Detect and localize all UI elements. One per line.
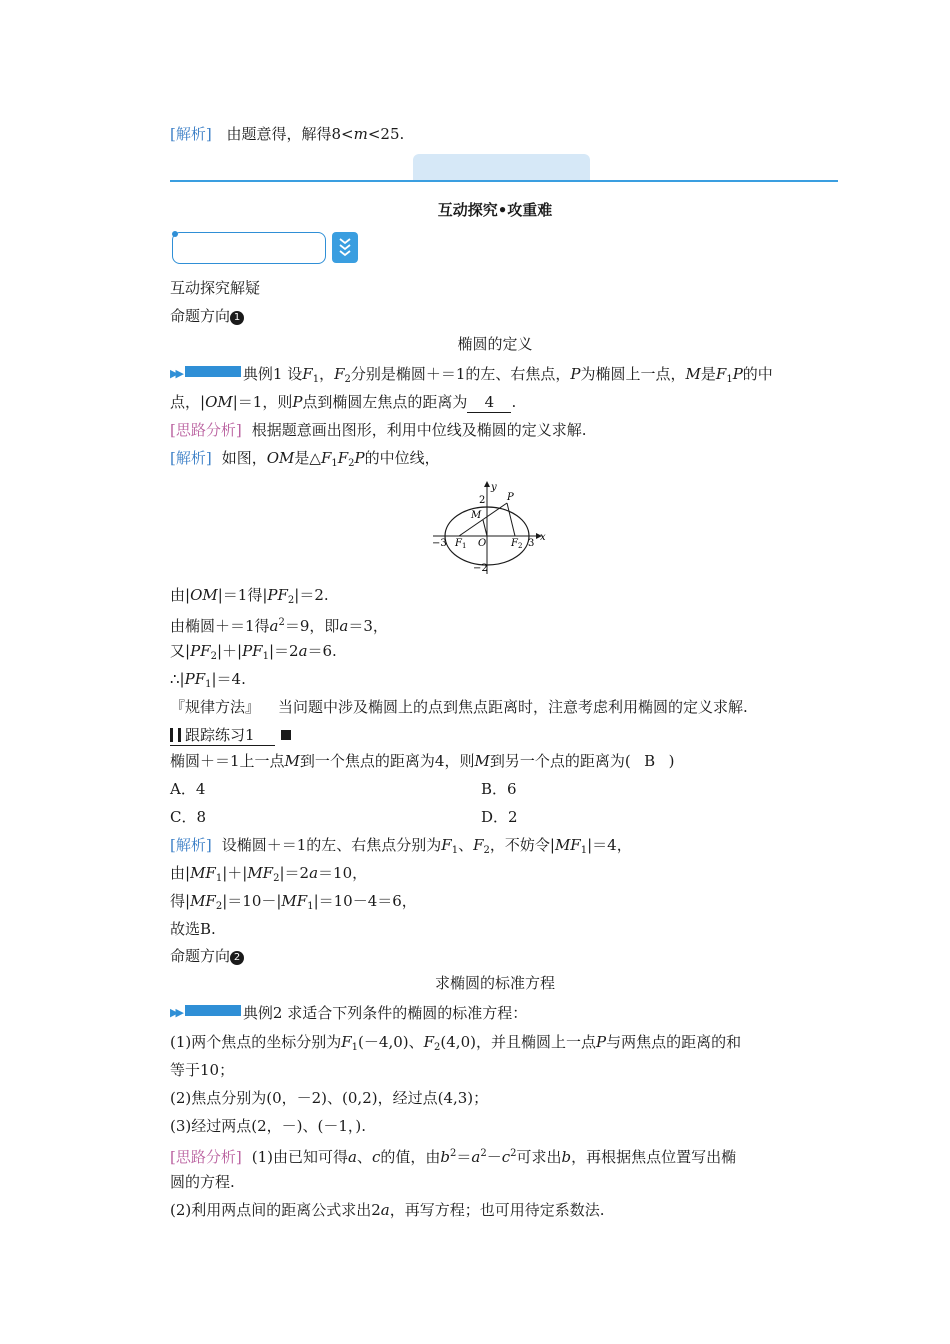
square-icon [281,730,291,740]
direction-heading-2: 求椭圆的标准方程 [434,974,555,992]
fig-label-2: 2 [479,495,486,506]
idea-2-line-2: 圆的方程. [170,1173,235,1191]
fig-label-3: 3 [528,538,535,549]
idea-2-line-1: [思路分析] (1)由已知可得a、c的值，由$b^2=a^2-c^2$可求出b，再根据焦点位置写出椭 [170,1148,737,1166]
fig-label-y: y [491,482,497,493]
practice-step-2: 由$|MF_1|+|MF_2|=2a=10$， [170,864,368,884]
idea-2-line-3: (2)利用两点间的距离公式求出2a，再写方程；也可用待定系数法. [170,1201,605,1219]
example-2-line: ▶▶ 典例2 求适合下列条件的椭圆的标准方程： [170,1004,528,1022]
bar-icon [178,728,181,742]
practice-step-4: 故选B. [170,920,216,938]
example-1-line-1: ▶▶ 典例1 设$F_1$，$F_2$分别是椭圆＋＝1的左、右焦点，P为椭圆上一点，M是$F_1P$的中 [170,365,773,385]
answer-line: [解析] 由题意得，解得8<m<25. [170,125,405,143]
ellipse-figure [425,478,555,578]
step-3: 又$|PF_2|+|PF_1|=2a=6$. [170,642,337,662]
fig-label-neg3: −3 [432,538,447,549]
number-circle-icon: 1 [230,311,244,325]
example-badge [185,1005,241,1016]
section-title: 互动探究•攻重难 [437,201,553,219]
fig-label-neg2: −2 [473,563,488,574]
option-d: D．2 [481,808,518,826]
segment-o-m [483,520,487,536]
option-a: A．4 [170,780,206,798]
bar-icon [170,728,173,742]
step-2: 由椭圆＋＝1得$a^2=9$，即a＝3， [170,617,388,635]
fig-label-x: x [540,532,546,543]
solution-1: [解析] 如图，OM是$\triangle F_1F_2P$的中位线， [170,449,440,469]
condition-2: (2)焦点分别为(0，－2)、(0,2)，经过点(4,3)； [170,1089,489,1107]
chevron-down-icon[interactable] [332,232,358,263]
number-circle-icon: 2 [230,951,244,965]
practice-question-1: 椭圆＋＝1上一点M到一个焦点的距离为4，则M到另一个点的距离为( B ) [170,752,675,770]
dot-icon [172,231,178,237]
fig-label-m: M [471,510,482,521]
example-badge [185,366,241,377]
section-subtitle: 互动探究解疑 [170,279,261,297]
example-1-line-2: 点，|OM|＝1，则P点到椭圆左焦点的距离为 4 . [170,393,517,411]
analysis-tag: [解析] [170,125,212,143]
section-header-tab [413,154,590,181]
condition-1: (1)两个焦点的坐标分别为$F_1(-4,0)$、$F_2(4,0)$，并且椭圆上一点P与两焦点的距离的和 [170,1033,742,1053]
step-4: $\therefore|PF_1|=4$. [170,670,246,690]
idea-1: [思路分析] 根据题意画出图形，利用中位线及椭圆的定义求解. [170,421,587,439]
practice-step-3: 得$|MF_2|=10-|MF_1|=10-4=6$， [170,892,417,912]
step-1: 由|OM|＝1得$|PF_2|=2$. [170,586,329,606]
direction-heading-1: 椭圆的定义 [457,335,533,353]
direction-label-1: 命题方向 1 [170,306,244,326]
fig-label-p: P [507,492,514,503]
section-divider [170,180,838,182]
condition-1-cont: 等于10； [170,1061,235,1079]
double-arrow-icon: ▶▶ [170,1006,181,1019]
double-arrow-icon: ▶▶ [170,367,181,380]
segment-f1-p [459,503,507,536]
practice-solution-1: [解析] 设椭圆＋＝1的左、右焦点分别为$F_1$、$F_2$，不妨令$|MF_1|=4$， [170,836,632,856]
practice-header-1: 跟踪练习1 [170,725,291,746]
answer-blank: 4 [467,392,511,413]
option-b: B．6 [481,780,517,798]
direction-label-2: 命题方向 2 [170,946,244,966]
segment-f2-p [507,503,515,536]
condition-3: (3)经过两点(2，－)、(－1，). [170,1117,367,1135]
fig-label-f2: $F_2$ [511,538,523,550]
section-label-box [172,232,326,264]
fig-label-f1: $F_1$ [455,538,467,550]
option-c: C．8 [170,808,207,826]
rule-method: 『规律方法』 当问题中涉及椭圆上的点到焦点距离时，注意考虑利用椭圆的定义求解. [170,698,748,716]
fig-label-o: O [478,538,487,549]
answer-choice: B [644,752,656,770]
